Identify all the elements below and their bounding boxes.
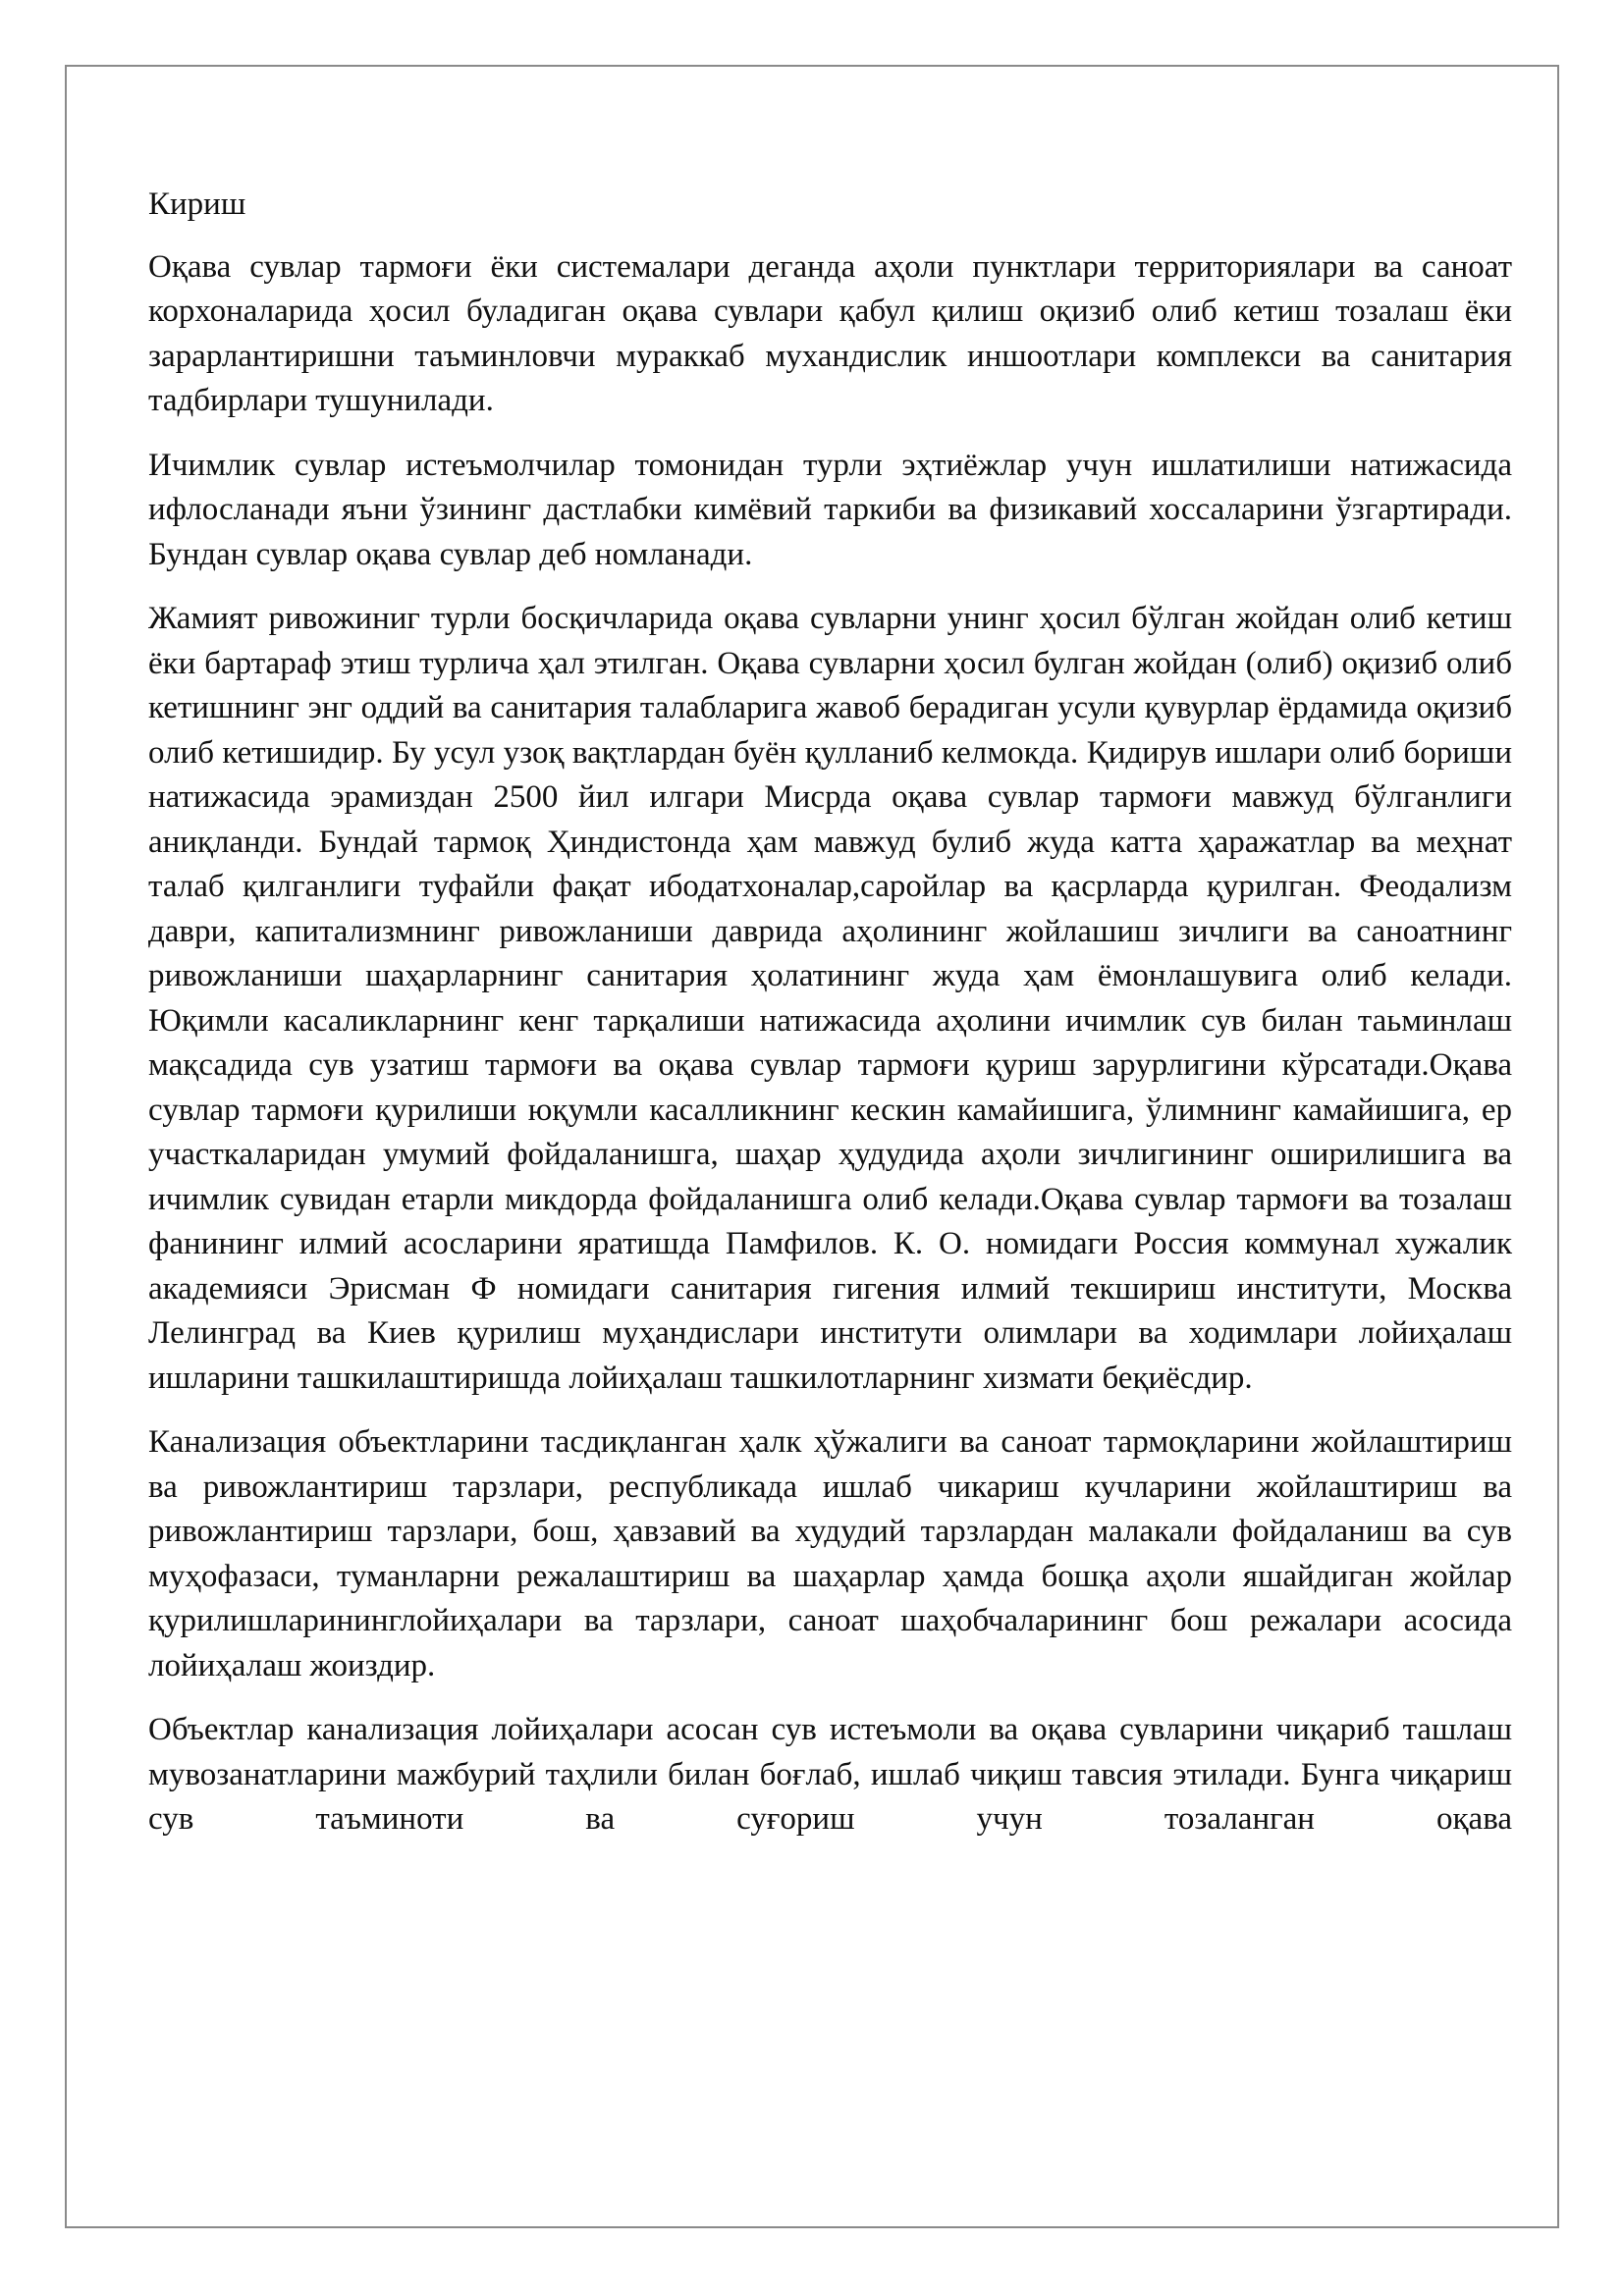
document-body bbox=[148, 183, 1512, 1862]
paragraph-5: Объектлар канализация лойиҳалари асосан сув истеъмоли ва оқава сувларини чиқариб ташлаш мувозанатларини мажбурий таҳлили билан боғлаб, ишлаб чиқиш тавсия этилади. Бунга чиқариш сув таъминоти ва суғориш учун тозаланган оқава bbox=[148, 1712, 1512, 1837]
paragraph-1: Оқава сувлар тармоғи ёки системалари деганда аҳоли пунктлари территориялари ва саноат корхоналарида ҳосил буладиган оқава сувлари қабул қилиш оқизиб олиб кетиш тозалаш ёки зарарлантиришни таъминловчи мураккаб мухандислик иншоотлари комплекси ва санитария тадбирлари тушунилади. bbox=[148, 248, 1512, 418]
document-heading: Кириш bbox=[148, 187, 246, 222]
paragraph-3: Жамият ривожиниг турли босқичларида оқава сувларни унинг ҳосил бўлган жойдан олиб кетиш ёки бартараф этиш турлича ҳал этилган. Оқава сувларни ҳосил булган жойдан (олиб) оқизиб олиб кетишнинг энг оддий ва санитария талабларига жавоб берадиган усули қувурлар ёрдамида оқизиб олиб кетишидир. Бу усул узоқ вақтлардан буён қулланиб келмокда. Қидирув ишлари олиб бориши натижасида эрамиздан 2500 йил илгари Мисрда оқава сувлар тармоғи мавжуд бўлганлиги аниқланди. Бундай тармоқ Ҳиндистонда ҳам мавжуд булиб жуда катта ҳаражатлар ва меҳнат талаб қилганлиги туфайли фақат ибодатхоналар,саройлар ва қасрларда қурилган. Феодализм даври, капитализмнинг ривожланиши даврида аҳолининг жойлашиш зичлиги ва саноатнинг ривожланиши шаҳарларнинг санитария ҳолатининг жуда ҳам ёмонлашувига олиб келади. Юқимли касаликларнинг кенг тарқалиши натижасида аҳолини ичимлик сув билан таьминлаш мақсадида сув узатиш тармоғи ва оқава сувлар тармоғи қуриш зарурлигини кўрсатади.Оқава сувлар тармоғи қурилиши юқумли касалликнинг кескин камайишига, ўлимнинг камайишига, ер участкаларидан умумий фойдаланишга, шаҳар ҳудудида аҳоли зичлигининг оширилишига ва ичимлик сувидан етарли микдорда фойдаланишга олиб келади.Оқава сувлар тармоғи ва тозалаш фанининг илмий асосларини яратишда Памфилов. К. О. номидаги Россия коммунал хужалик академияси Эрисман Ф номидаги санитария гигения илмий текшириш институти, Москва Лелинград ва Киев қурилиш муҳандислари институти олимлари ва ходимлари лойиҳалаш ишларини ташкилаштиришда лойиҳалаш ташкилотларнинг хизмати беқиёсдир. bbox=[148, 601, 1512, 1396]
paragraph-4: Канализация объектларини тасдиқланган ҳалк ҳўжалиги ва саноат тармоқларини жойлаштириш ва ривожлантириш тарзлари, республикада ишлаб чикариш кучларини жойлаштириш ва ривожлантириш тарзлари, бош, ҳавзавий ва худудий тарзлардан малакали фойдаланиш ва сув муҳофазаси, туманларни режалаштириш ва шаҳарлар ҳамда бошқа аҳоли яшайдиган жойлар қурилишларининглойиҳалари ва тарзлари, саноат шаҳобчаларининг бош режалари асосида лойиҳалаш жоиздир. bbox=[148, 1424, 1512, 1683]
paragraph-2: Ичимлик сувлар истеъмолчилар томонидан турли эҳтиёжлар учун ишлатилиши натижасида ифлосланади яъни ўзининг дастлабки кимёвий таркиби ва физикавий хоссаларини ўзгартиради. Бундан сувлар оқава сувлар деб номланади. bbox=[148, 447, 1512, 572]
